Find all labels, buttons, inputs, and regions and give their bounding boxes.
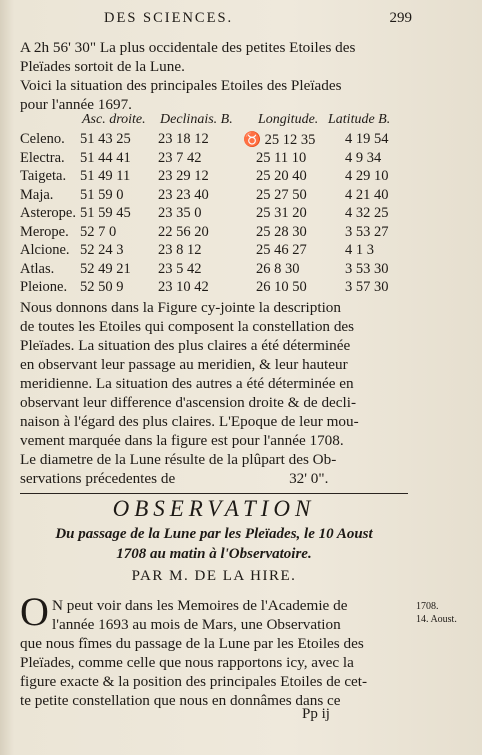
body-line: Le diametre de la Lune résulte de la plûpart des Ob- (20, 451, 337, 468)
latitude: 4 1 3 (345, 242, 374, 258)
body-line: Nous donnons dans la Figure cy-jointe la description (20, 299, 341, 316)
body-line: meridienne. La situation des autres a été déterminée en (20, 375, 354, 392)
running-head: DES SCIENCES. (104, 10, 234, 26)
star-name: Pleione. (20, 279, 68, 295)
column-header-asc: Asc. droite. (82, 112, 146, 127)
longitude: 25 28 30 (256, 223, 307, 240)
body-line: observant leur difference d'ascension droite & de decli- (20, 394, 357, 411)
column-header-lat: Latitude B. (328, 112, 391, 127)
longitude: 26 10 50 (256, 279, 307, 295)
body-line: en observant leur passage au meridien, & leur hauteur (20, 356, 348, 373)
intro-line: A 2h 56' 30" La plus occidentale des petites Etoiles des (20, 39, 356, 56)
longitude: ♉ 25 12 35 (243, 132, 316, 148)
body-line: vement marquée dans la figure est pour l'année 1708. (20, 432, 344, 449)
drop-cap: O (20, 589, 49, 634)
page-header (0, 8, 482, 30)
section-title: OBSERVATION (112, 496, 316, 521)
longitude: 25 31 20 (256, 205, 307, 221)
right-ascension: 52 24 3 (80, 242, 124, 258)
table-row (0, 150, 482, 169)
star-name: Electra. (20, 149, 65, 166)
star-name: Alcione. (20, 242, 70, 258)
star-name: Merope. (20, 223, 69, 240)
table-row (0, 242, 482, 261)
table-row (0, 168, 482, 187)
latitude: 4 21 40 (345, 186, 389, 203)
table-row (0, 187, 482, 206)
margin-note-date: 14. Aoust. (416, 614, 457, 625)
star-name: Maja. (20, 186, 54, 203)
right-ascension: 51 43 25 (80, 131, 131, 147)
declination: 23 18 12 (158, 131, 209, 147)
star-name: Taigeta. (20, 168, 67, 184)
declination: 23 5 42 (158, 260, 202, 277)
longitude: 26 8 30 (256, 260, 300, 277)
column-header-lon: Longitude. (258, 112, 319, 127)
declination: 23 23 40 (158, 186, 209, 203)
latitude: 4 29 10 (345, 168, 389, 184)
declination: 22 56 20 (158, 223, 209, 240)
body-line: servations précedentes de 32' 0". (20, 470, 329, 487)
right-ascension: 52 7 0 (80, 223, 117, 240)
table-row (0, 261, 482, 280)
final-line: que nous fîmes du passage de la Lune par les Etoiles des (20, 635, 364, 652)
table-header (0, 112, 482, 132)
latitude: 3 53 27 (345, 223, 389, 240)
intro-line: pour l'année 1697. (20, 96, 132, 113)
declination: 23 29 12 (158, 168, 209, 184)
declination: 23 10 42 (158, 279, 209, 295)
table-row (0, 131, 482, 150)
declination: 23 35 0 (158, 205, 202, 221)
latitude: 3 53 30 (345, 260, 389, 277)
final-line: l'année 1693 au mois de Mars, une Observation (52, 616, 341, 633)
right-ascension: 51 44 41 (80, 149, 131, 166)
page-number: 299 (389, 10, 412, 26)
body-line: Pleïades. La situation des plus claires a été déterminée (20, 337, 351, 354)
final-line: N peut voir dans les Memoires de l'Academie de (52, 597, 348, 614)
column-header-dec: Declinais. B. (160, 112, 233, 127)
right-ascension: 51 59 45 (80, 205, 131, 221)
right-ascension: 51 49 11 (80, 168, 131, 184)
table-row (0, 224, 482, 243)
longitude: 25 27 50 (256, 186, 307, 203)
longitude: 25 11 10 (256, 149, 307, 166)
right-ascension: 51 59 0 (80, 186, 124, 203)
margin-note-year: 1708. (416, 601, 439, 612)
right-ascension: 52 50 9 (80, 279, 124, 295)
table-row (0, 205, 482, 224)
intro-line: Voici la situation des principales Etoiles des Pleïades (20, 77, 342, 94)
longitude: 25 46 27 (256, 242, 307, 258)
latitude: 4 19 54 (345, 131, 389, 147)
final-line: figure exacte & la position des principales Etoiles de cet- (20, 673, 368, 690)
right-ascension: 52 49 21 (80, 260, 131, 277)
signature-mark: Pp ij (302, 706, 330, 722)
star-name: Asterope. (20, 205, 76, 221)
body-line: naison à l'égard des plus claires. L'Epoque de leur mou- (20, 413, 359, 430)
final-line: te petite constellation que nous en donnâmes dans ce (20, 692, 341, 709)
latitude: 4 32 25 (345, 205, 389, 221)
final-line: Pleïades, comme celle que nous rapportons icy, avec la (20, 654, 354, 671)
intro-line: Pleïades sortoit de la Lune. (20, 58, 185, 75)
declination: 23 8 12 (158, 242, 202, 258)
star-table (0, 131, 482, 298)
latitude: 4 9 34 (345, 149, 382, 166)
section-subtitle: Du passage de la Lune par les Pleïades, le 10 Aoust (55, 526, 373, 542)
latitude: 3 57 30 (345, 279, 389, 295)
declination: 23 7 42 (158, 149, 202, 166)
author-line: PAR M. DE LA HIRE. (131, 568, 297, 584)
longitude: 25 20 40 (256, 168, 307, 184)
body-line: de toutes les Etoiles qui composent la constellation des (20, 318, 355, 335)
table-row (0, 279, 482, 298)
star-name: Atlas. (20, 260, 55, 277)
section-subtitle: 1708 au matin à l'Observatoire. (116, 546, 312, 562)
section-divider (20, 493, 408, 494)
star-name: Celeno. (20, 131, 65, 147)
